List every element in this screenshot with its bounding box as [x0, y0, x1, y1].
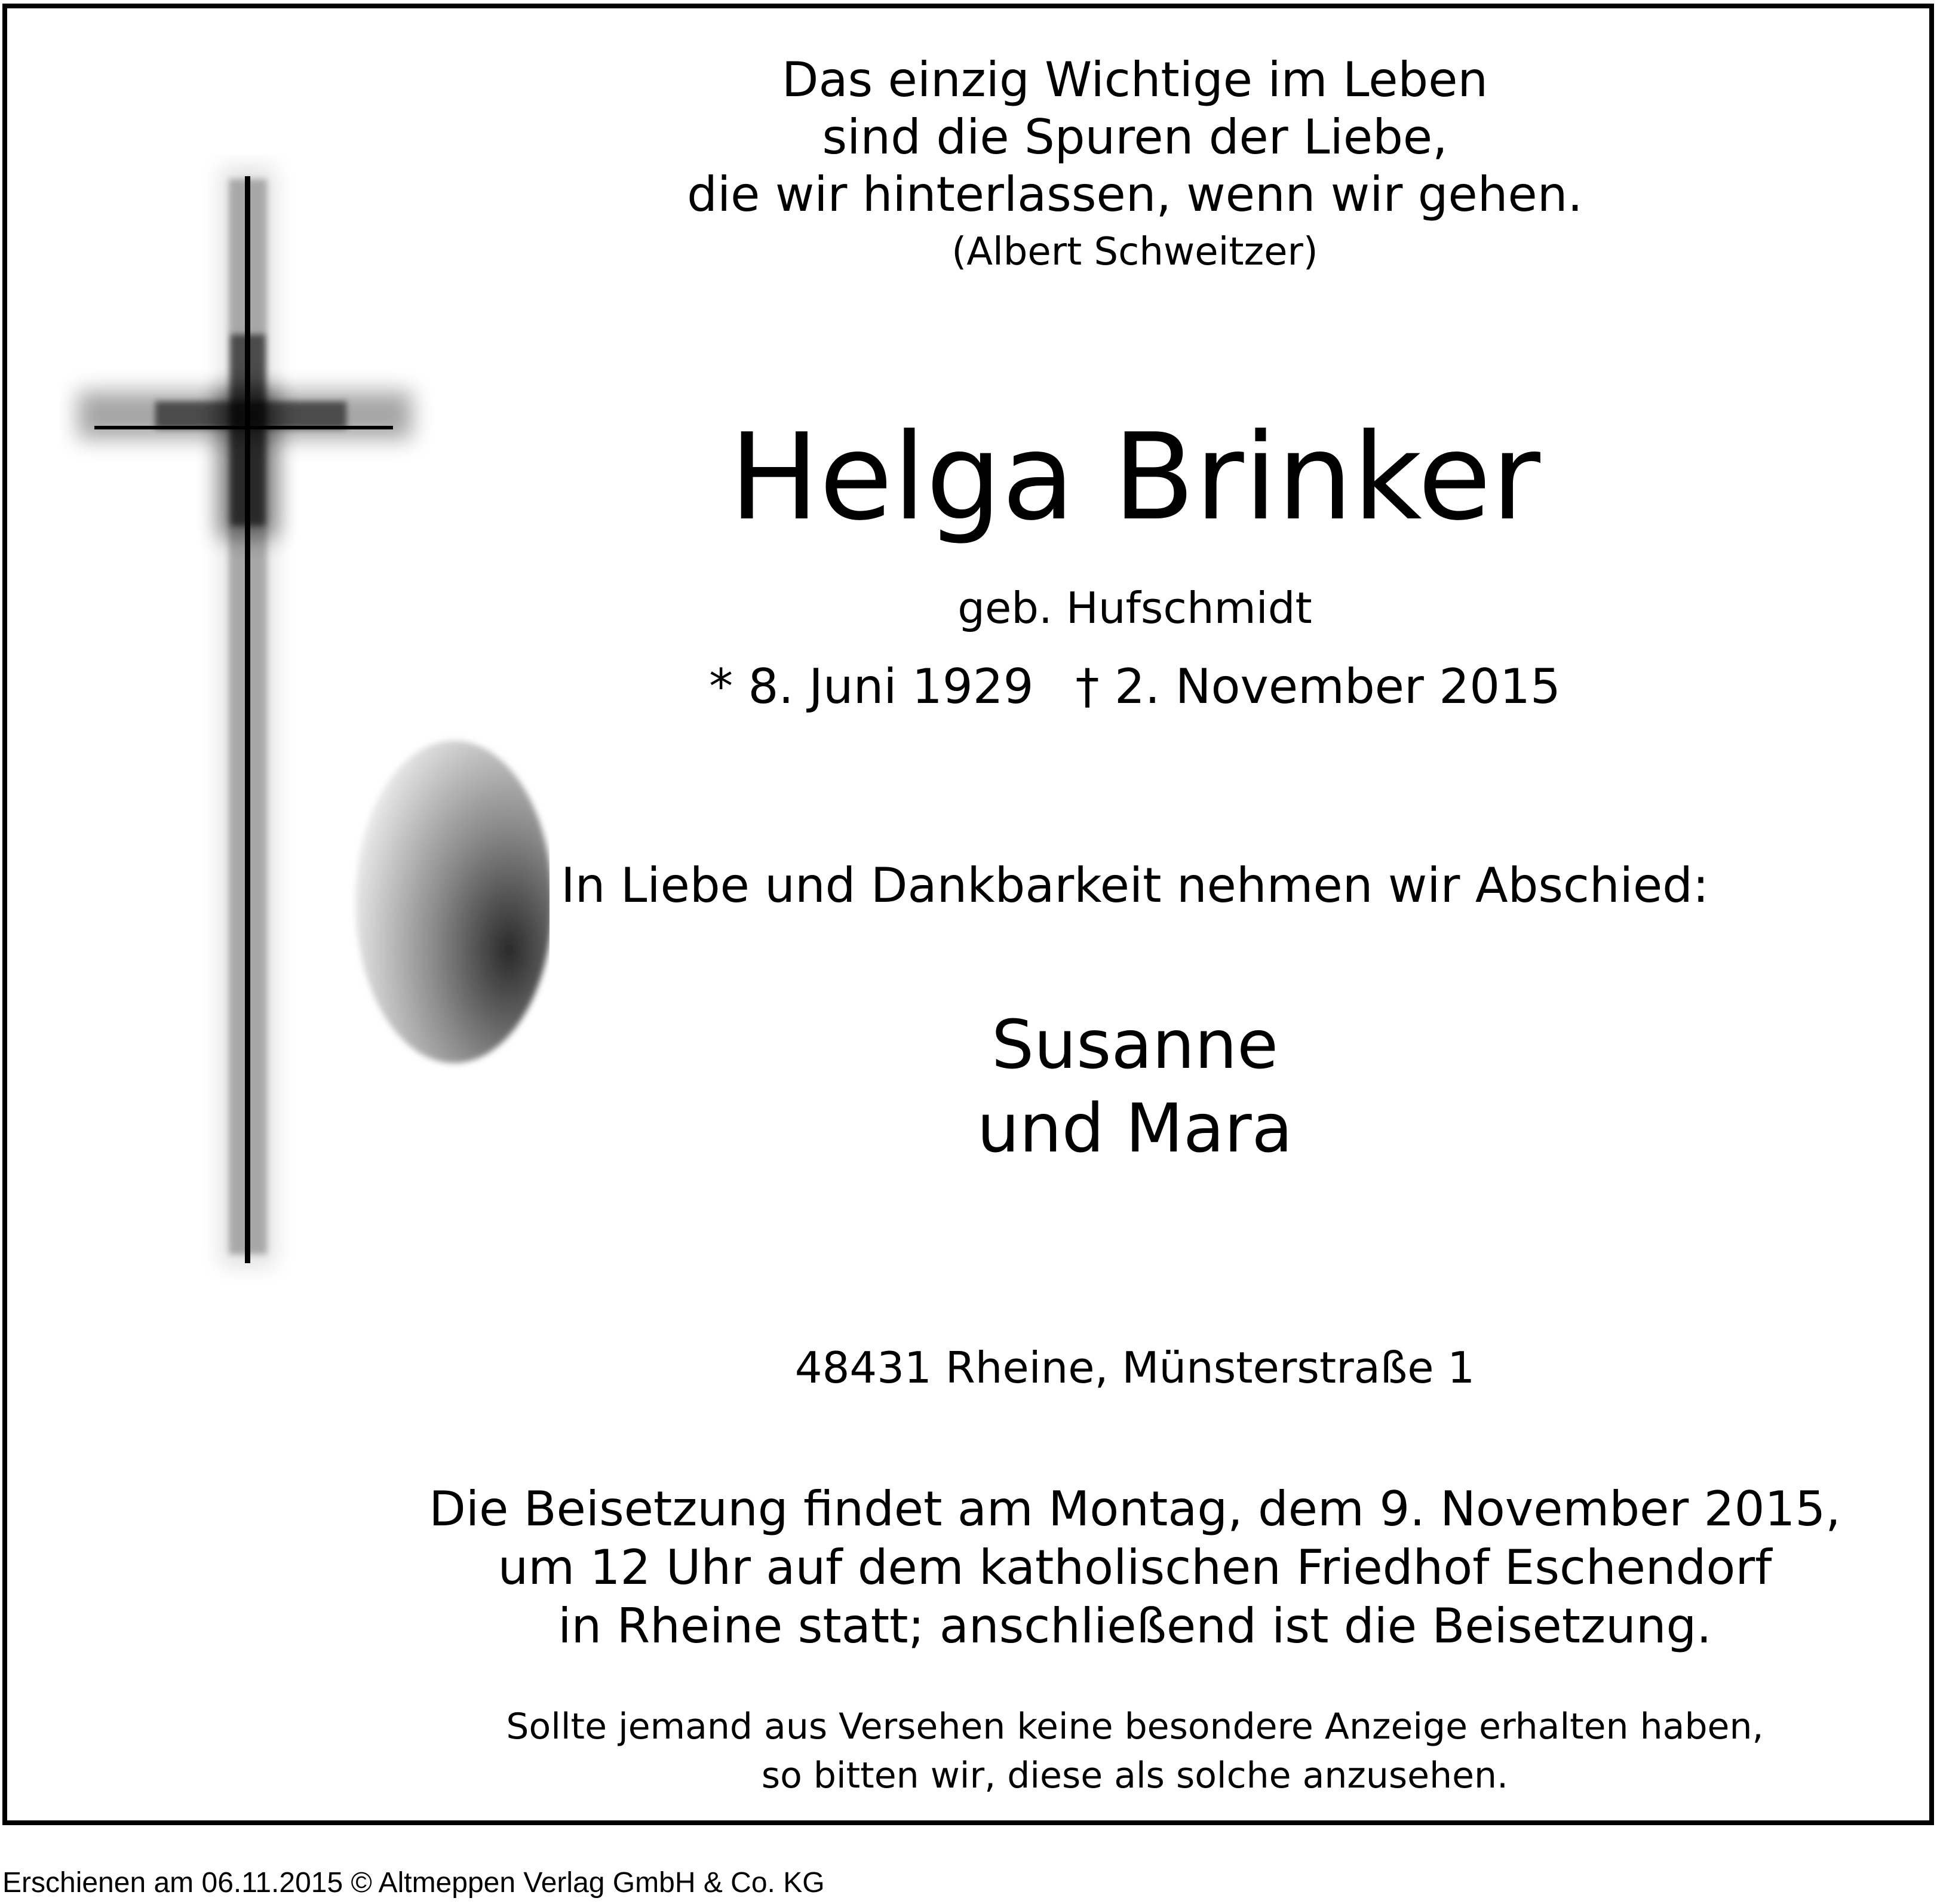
mourner-name: und Mara [977, 1090, 1293, 1168]
quote-line: sind die Spuren der Liebe, [822, 109, 1448, 165]
death-date: † 2. November 2015 [1075, 659, 1561, 714]
quote-line: Das einzig Wichtige im Leben [781, 52, 1488, 108]
funeral-notice [299, 1480, 1940, 1656]
address: 48431 Rheine, Münsterstraße 1 [794, 1343, 1475, 1393]
funeral-line: in Rheine statt; anschließend ist die Beisetzung. [558, 1598, 1712, 1654]
publication-footer: Erschienen am 06.11.2015 © Altmeppen Verlag GmbH & Co. KG [2, 1867, 825, 1899]
funeral-line: Die Beisetzung findet am Montag, dem 9. November 2015, [429, 1481, 1841, 1537]
closing-note [299, 1702, 1940, 1800]
quote [299, 51, 1940, 281]
mourners [299, 1003, 1940, 1171]
closing-line: so bitten wir, diese als solche anzusehen. [761, 1755, 1509, 1796]
birth-date: * 8. Juni 1929 [709, 659, 1034, 714]
quote-line: die wir hinterlassen, wenn wir gehen. [687, 167, 1583, 222]
quote-author: (Albert Schweitzer) [951, 230, 1318, 274]
closing-line: Sollte jemand aus Versehen keine besondere Anzeige erhalten haben, [506, 1706, 1764, 1748]
deceased-name: Helga Brinker [729, 408, 1540, 547]
life-dates [299, 657, 1940, 717]
funeral-line: um 12 Uhr auf dem katholischen Friedhof Eschendorf [498, 1540, 1772, 1595]
farewell-text: In Liebe und Dankbarkeit nehmen wir Abschied: [561, 858, 1709, 913]
maiden-name: geb. Hufschmidt [957, 583, 1312, 633]
mourner-name: Susanne [992, 1006, 1278, 1084]
